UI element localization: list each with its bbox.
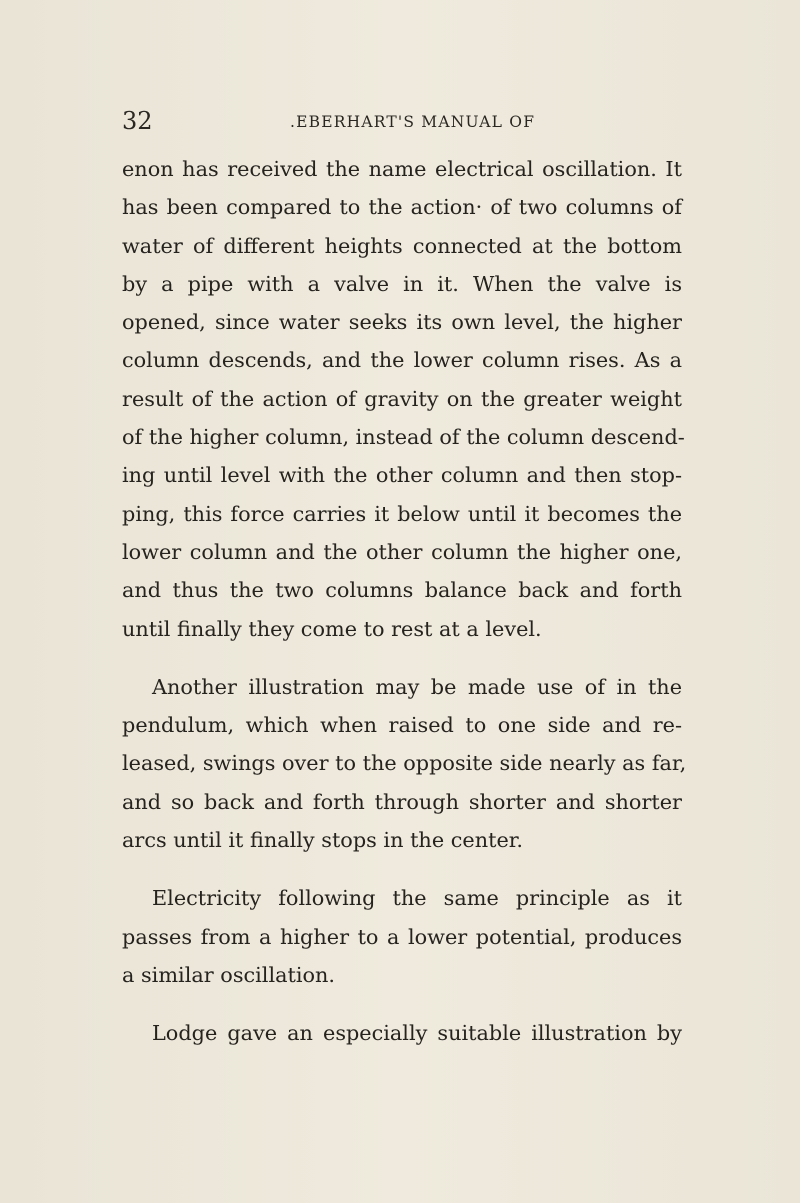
text-line: ping, this force carries it below until it becomes the [122, 501, 682, 526]
body-text [122, 150, 687, 1073]
text-line: column descends, and the lower column rises. As a [122, 348, 682, 373]
text-line: lower column and the other column the higher one, [122, 539, 682, 564]
running-head [0, 106, 800, 136]
text-line: Electricity following the same principle as it [152, 886, 682, 911]
text-line: Lodge gave an especially suitable illustration by [152, 1021, 682, 1046]
paragraph-1 [122, 150, 685, 648]
text-line: Another illustration may be made use of in the [152, 674, 682, 699]
text-line: ing until level with the other column and then stop- [122, 463, 682, 488]
text-line: water of different heights connected at the bottom [122, 233, 682, 258]
text-line: by a pipe with a valve in it. When the valve is [122, 271, 682, 296]
text-line: until finally they come to rest at a level. [122, 616, 542, 641]
text-line: and so back and forth through shorter and shorter [122, 789, 682, 814]
text-line: opened, since water seeks its own level, the higher [122, 310, 682, 335]
text-line: enon has received the name electrical oscillation. It [122, 157, 682, 181]
text-line: leased, swings over to the opposite side nearly as far, [122, 751, 687, 776]
paragraph-3 [122, 879, 682, 994]
text-line: result of the action of gravity on the greater weight [122, 386, 682, 411]
text-line: and thus the two columns balance back and forth [122, 578, 682, 603]
page-number: 32 [122, 107, 153, 135]
paragraph-4 [122, 1014, 682, 1052]
text-line: has been compared to the action· of two columns of [122, 195, 682, 220]
text-line: arcs until it finally stops in the center. [122, 828, 524, 853]
text-line: of the higher column, instead of the column descend- [122, 425, 685, 450]
paragraph-2 [122, 668, 687, 859]
running-head-title: .EBERHART'S MANUAL OF [290, 113, 536, 131]
text-line: pendulum, which when raised to one side and re- [122, 713, 682, 738]
text-line: a similar oscillation. [122, 962, 336, 987]
text-line: passes from a higher to a lower potential, produces [122, 924, 682, 949]
